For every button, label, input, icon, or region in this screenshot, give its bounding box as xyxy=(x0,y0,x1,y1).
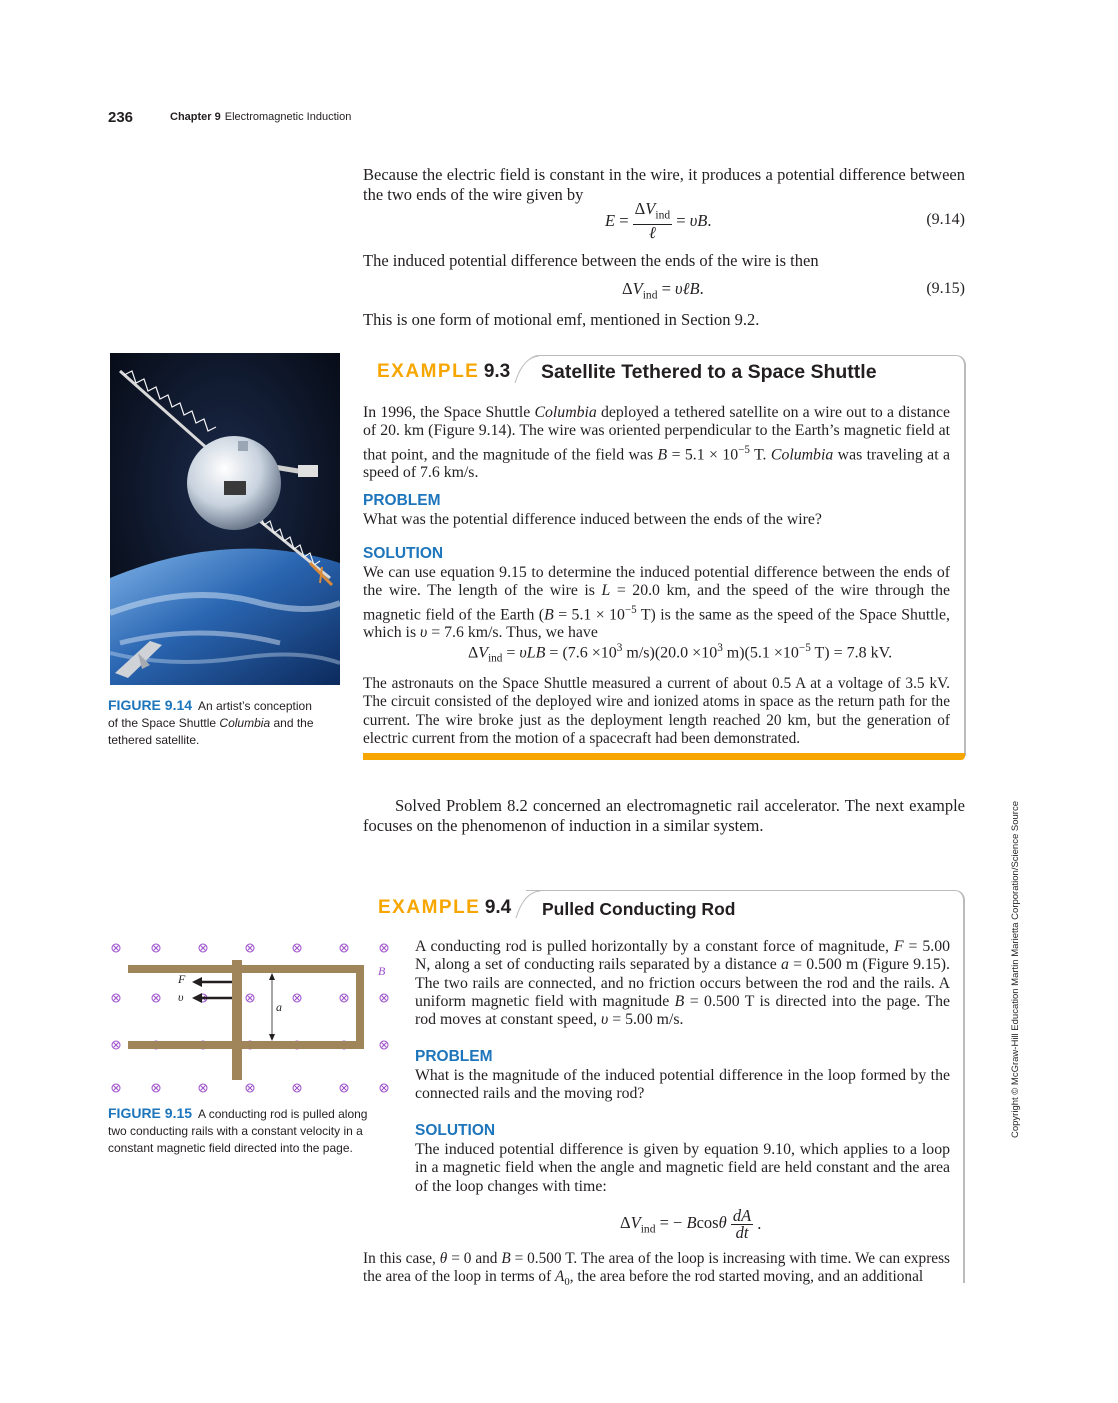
field-into-page-cross xyxy=(114,946,119,951)
example-9-4-intro: A conducting rod is pulled horizontally by a constant force of magnitude, F = 5.00 N, along a set of conducting rails separated by a distance a = 0.500 m (Figure 9.15). The two rails are connected, and no friction occurs between the rod and the rails. A uniform magnetic field with magnitude B = 0.500 T is directed into the page. The rod moves at constant speed, υ = 5.00 m/s. xyxy=(415,938,950,1029)
caption-text-a: An artist’s conception of the Space Shuttle xyxy=(108,699,312,730)
page-number: 236 xyxy=(108,109,134,126)
chapter-title: Electromagnetic Induction xyxy=(224,111,352,123)
figure-9-14-label: FIGURE 9.14 xyxy=(108,697,193,713)
separation-label: a xyxy=(276,1000,282,1014)
example-9-4-problem-text: What is the magnitude of the induced potential difference in the loop formed by the connected rails and the moving rod? xyxy=(415,1067,950,1103)
field-into-page-cross xyxy=(248,996,253,1001)
caption-text-b: and the tethered satellite. xyxy=(108,716,314,747)
transition-paragraph: Solved Problem 8.2 concerned an electromagnetic rail accelerator. The next example focuses on the phenomenon of induction in a similar system. xyxy=(363,796,965,835)
example-9-4-solution-heading: SOLUTION xyxy=(415,1122,496,1139)
field-into-page-cross xyxy=(114,1086,119,1091)
satellite-illustration xyxy=(110,353,340,685)
caption-text: A conducting rod is pulled along two conducting rails with a constant velocity in a constant magnetic field directed into the page. xyxy=(108,1107,368,1155)
chapter-label: Chapter 9 xyxy=(170,111,221,123)
rail-rod-diagram xyxy=(108,940,398,1100)
figure-9-14-caption xyxy=(108,697,323,749)
figure-9-15-label: FIGURE 9.15 xyxy=(108,1105,193,1121)
field-into-page-cross xyxy=(382,996,387,1001)
field-label: B⃗ xyxy=(378,964,395,978)
field-into-page-cross xyxy=(342,946,347,951)
equation-number-9-14: (9.14) xyxy=(926,211,965,228)
equation-9-15: $\Delta V_{ind}$ = υℓB. xyxy=(622,279,704,302)
field-into-page-cross xyxy=(201,946,206,951)
field-into-page-cross xyxy=(114,996,119,1001)
example-9-3-closing: The astronauts on the Space Shuttle measured a current of about 0.5 A at a voltage of 3.5 kV. The circuit consisted of the deployed wire and ionized atoms in space as the return path for the current. The wire broke just as the deployment length reached 20 km, but the generation of electric current from the motion of a spacecraft had been demonstrated. xyxy=(363,675,950,747)
example-9-3-solution-text: We can use equation 9.15 to determine the induced potential difference between the ends of the wire. The length of the wire is L = 20.0 km, and the speed of the wire through the magnetic field of the Earth ($B = 5.1 \times 10^{-5}$ T) is the same as the speed of the Space Shuttle, which is υ = 7.6 km/s. Thus, we have xyxy=(363,564,951,642)
running-head xyxy=(170,111,351,123)
example-9-3-problem-text: What was the potential difference induced between the ends of the wire? xyxy=(363,511,822,528)
example-9-3-equation: $\Delta V_{ind} = \upsilon LB = (7.6 \times 10^3$ $m/s)(20.0 \times 10^3$ $m)(5.1 \times 10^{-5}$ T) = 7.8 kV. xyxy=(468,642,893,665)
example-label: EXAMPLE xyxy=(377,361,480,382)
example-9-4-title: Pulled Conducting Rod xyxy=(542,899,736,919)
example-9-3-title: Satellite Tethered to a Space Shuttle xyxy=(541,361,877,383)
field-into-page-cross xyxy=(295,1086,300,1091)
example-9-4-heading xyxy=(378,897,511,919)
field-into-page-cross xyxy=(382,1086,387,1091)
field-into-page-cross xyxy=(382,946,387,951)
example-9-3-heading xyxy=(377,361,510,383)
intro-paragraph-3: This is one form of motional emf, mentioned in Section 9.2. xyxy=(363,310,760,329)
image-copyright: Copyright © McGraw-Hill Education Martin Marietta Corporation/Science Source xyxy=(1010,801,1021,1138)
example-9-4-continuation: In this case, θ = 0 and B = 0.500 T. The area of the loop is increasing with time. We can express the area of the loop in terms of $A_0$, the area before the rod started moving, and an additional xyxy=(363,1250,950,1289)
field-into-page-cross xyxy=(342,1086,347,1091)
field-into-page-cross xyxy=(154,1086,159,1091)
example-number: 9.3 xyxy=(483,361,511,382)
example-9-4-problem-heading: PROBLEM xyxy=(415,1048,493,1065)
field-into-page-cross xyxy=(295,996,300,1001)
example-9-3-problem-heading: PROBLEM xyxy=(363,492,441,509)
velocity-label: υ⃗ xyxy=(178,990,193,1004)
example-number: 9.4 xyxy=(484,897,512,918)
equation-number-9-15: (9.15) xyxy=(926,280,965,297)
intro-paragraph-2: The induced potential difference between the ends of the wire is then xyxy=(363,251,819,270)
example-9-3-solution-heading: SOLUTION xyxy=(363,545,444,562)
field-into-page-cross xyxy=(201,1086,206,1091)
example-label: EXAMPLE xyxy=(378,897,481,918)
force-label: F⃗ xyxy=(178,972,195,986)
field-into-page-cross xyxy=(382,1043,387,1048)
figure-9-15-caption xyxy=(108,1105,373,1157)
equation-9-14: E = $\Delta V_{ind}$ ℓ = υB. xyxy=(605,199,712,243)
field-into-page-cross xyxy=(248,946,253,951)
field-into-page-cross xyxy=(154,996,159,1001)
field-into-page-cross xyxy=(295,946,300,951)
field-into-page-cross xyxy=(342,996,347,1001)
field-into-page-cross xyxy=(114,1043,119,1048)
caption-italic: Columbia xyxy=(219,716,271,730)
intro-paragraph-1: Because the electric field is constant in the wire, it produces a potential difference between the two ends of the wire given by xyxy=(363,165,965,204)
example-9-4-equation: $\Delta V_{ind}$ = − Bcosθ $\frac{dA}{dt}$ . xyxy=(620,1206,762,1242)
field-into-page-cross xyxy=(248,1086,253,1091)
example-9-3-intro: In 1996, the Space Shuttle Columbia deployed a tethered satellite on a wire out to a distance of 20. km (Figure 9.14). The wire was oriented perpendicular to the Earth’s magnetic field at that point, and the magnitude of the field was $B = 5.1 \times 10^{-5}$ T. Columbia was traveling at a speed of 7.6 km/s. xyxy=(363,404,950,482)
example-9-4-solution-text: The induced potential difference is given by equation 9.10, which applies to a loop in a magnetic field when the angle and magnetic field are held constant and the area of the loop changes with time: xyxy=(415,1141,950,1195)
field-into-page-cross xyxy=(154,946,159,951)
